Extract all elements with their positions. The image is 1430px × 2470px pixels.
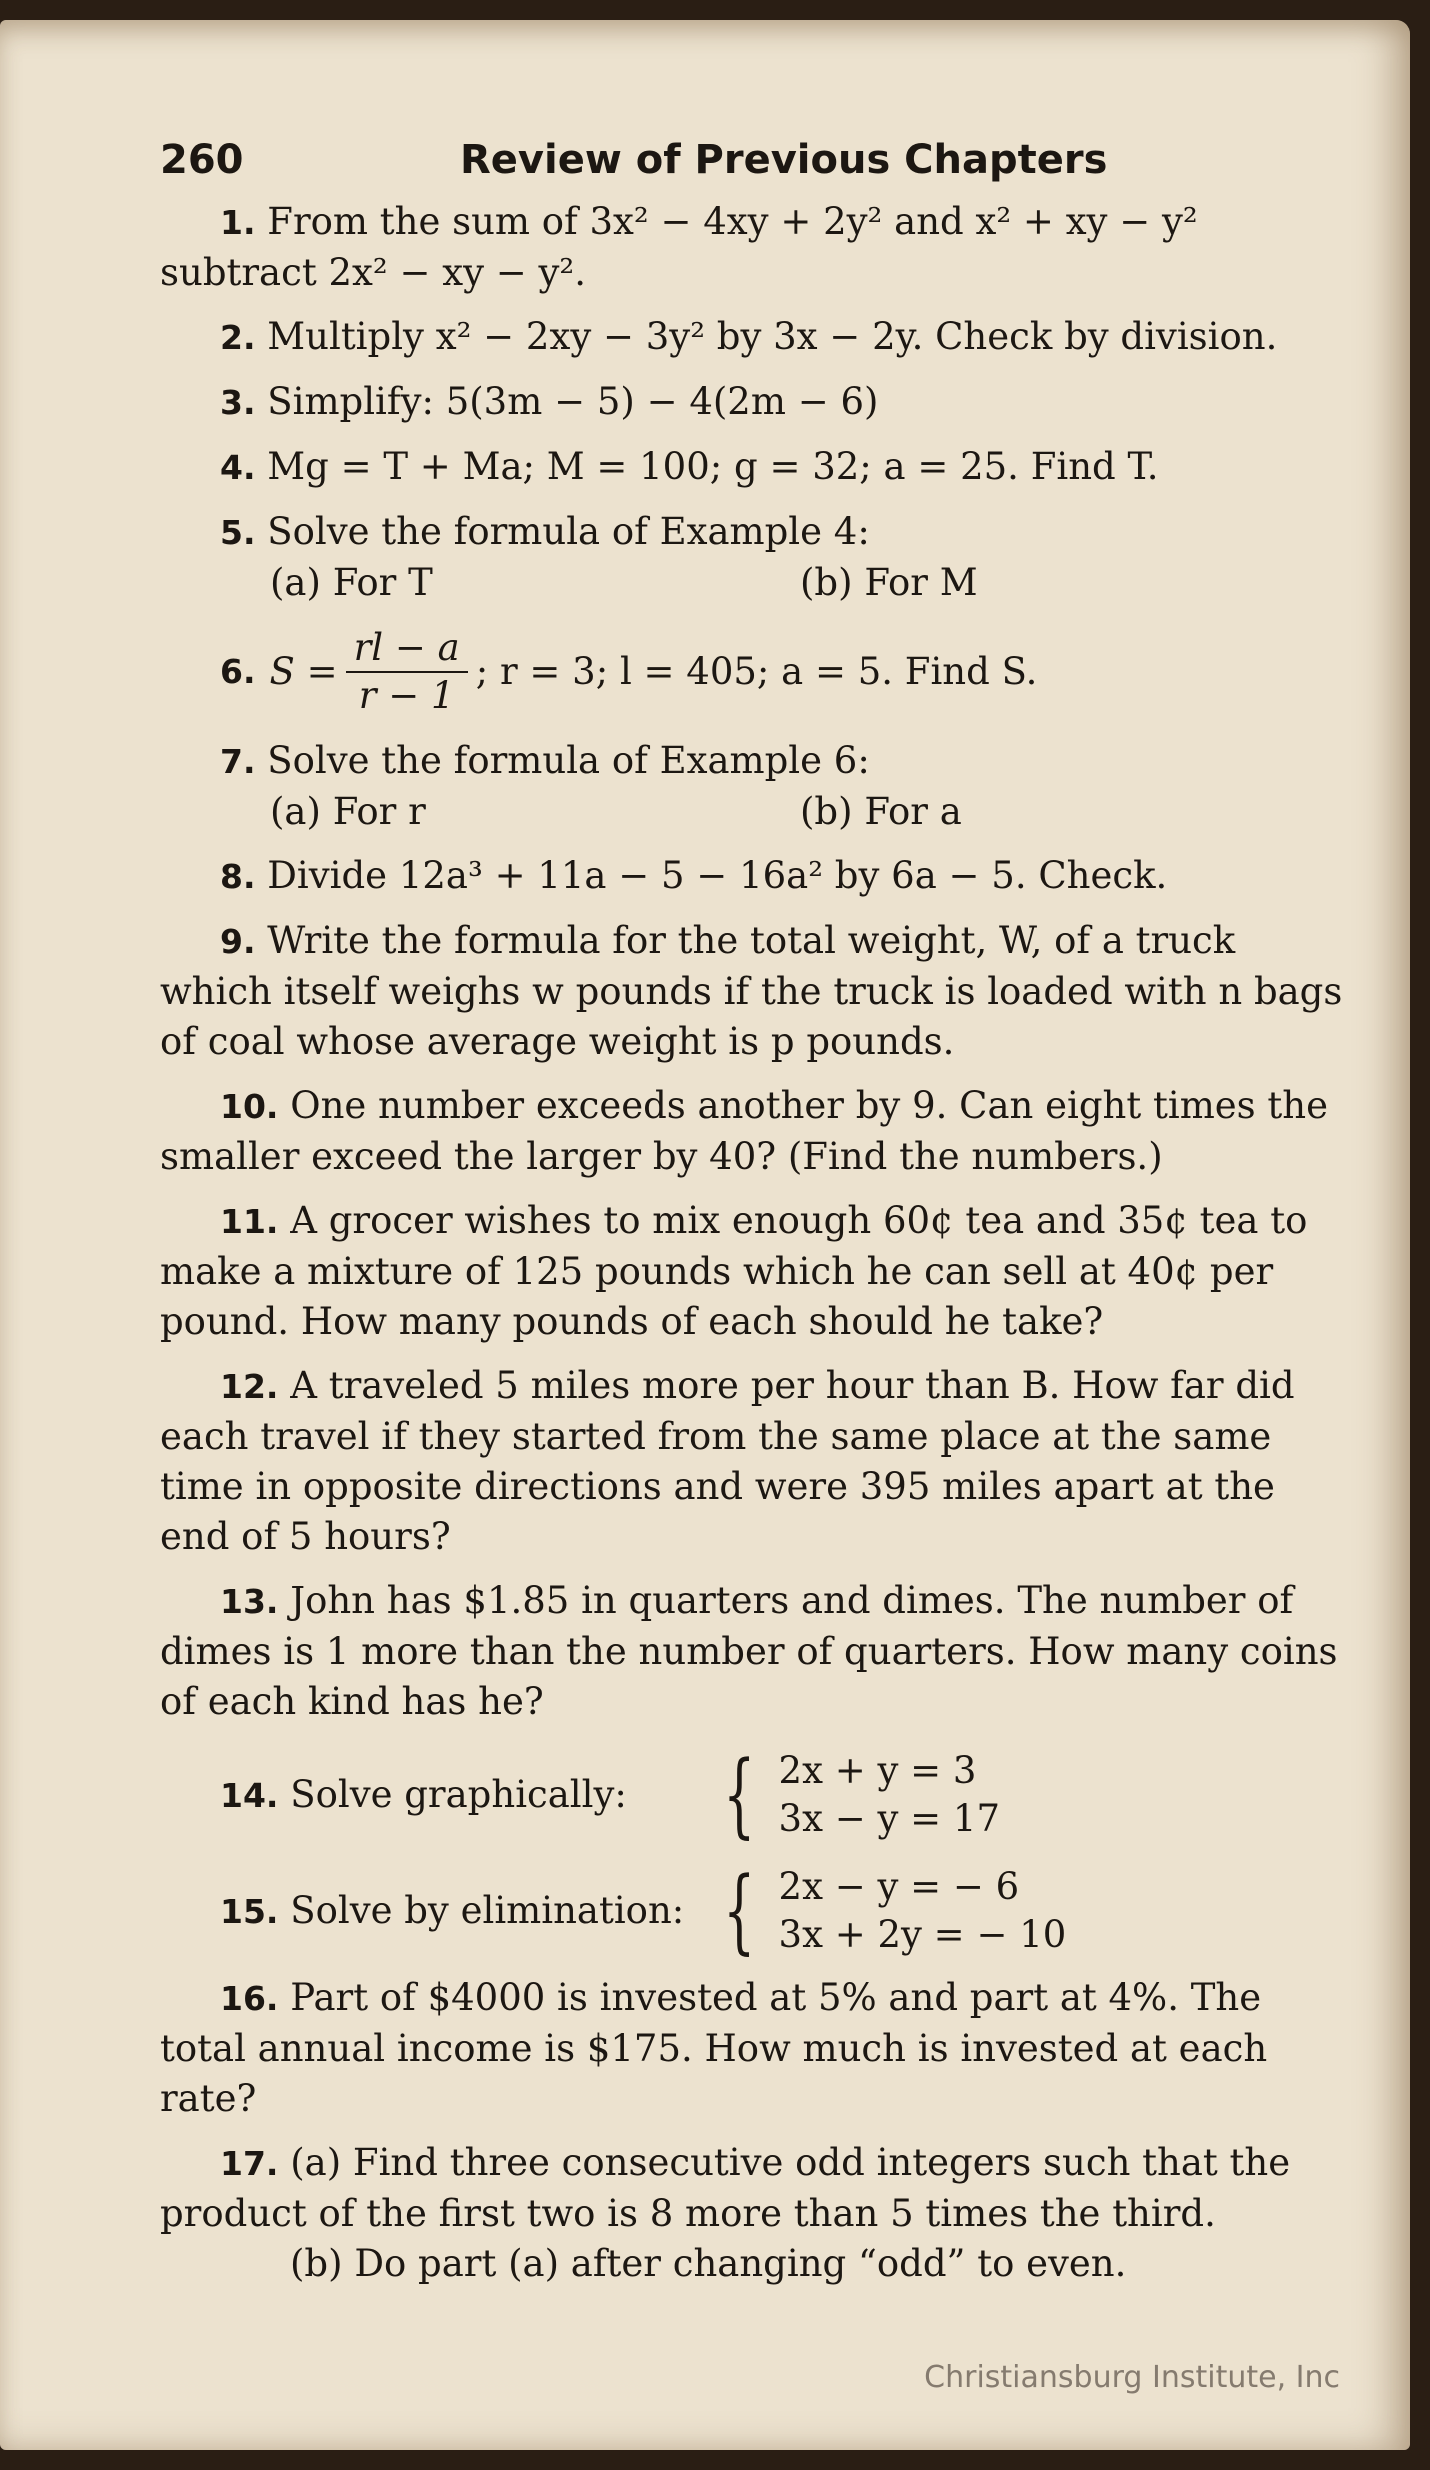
equation-2: 3x + 2y = − 10 — [778, 1913, 1067, 1956]
fraction-numerator: rl − a — [346, 625, 468, 673]
problem-7 — [160, 736, 1350, 837]
formula-lhs: S = — [269, 650, 338, 693]
problem-text: Write the formula for the total weight, W, of a truck which itself weighs w pounds if the truck is loaded with n bags of coal whose average weight is p pounds. — [160, 919, 1343, 1063]
problem-6 — [160, 622, 1350, 722]
problem-15 — [160, 1857, 1350, 1965]
subpart-b: (b) For a — [800, 790, 962, 833]
problem-text: John has $1.85 in quarters and dimes. The number of dimes is 1 more than the number of quarters. How many coins of each kind has he? — [160, 1579, 1338, 1723]
problem-text: One number exceeds another by 9. Can eight times the smaller exceed the larger by 40? (Find the numbers.) — [160, 1084, 1329, 1178]
problem-text: Solve graphically: — [290, 1772, 627, 1816]
problem-number: 13. — [220, 1582, 279, 1621]
problem-text: Divide 12a³ + 11a − 5 − 16a² by 6a − 5. Check. — [267, 854, 1168, 897]
problem-number: 5. — [220, 513, 256, 552]
problem-1 — [160, 197, 1350, 298]
page-number: 260 — [160, 137, 244, 183]
problem-number: 15. — [220, 1891, 279, 1931]
problem-text: Part of $4000 is invested at 5% and part at 4%. The total annual income is $175. How much is invested at each rate? — [160, 1976, 1268, 2120]
problem-number: 1. — [220, 203, 256, 242]
problem-12 — [160, 1361, 1350, 1562]
fraction-denominator: r − 1 — [358, 674, 455, 717]
problem-text: Mg = T + Ma; M = 100; g = 32; a = 25. Find T. — [267, 445, 1159, 488]
book-page — [0, 20, 1410, 2450]
equation-1: 2x + y = 3 — [778, 1749, 977, 1792]
problem-subparts — [160, 787, 1350, 837]
problem-5 — [160, 507, 1350, 608]
problem-13 — [160, 1576, 1350, 1727]
problem-text: Solve the formula of Example 4: — [267, 510, 870, 553]
problem-17 — [160, 2138, 1350, 2289]
problem-subparts — [160, 558, 1350, 608]
problem-text: A traveled 5 miles more per hour than B. How far did each travel if they started from the same place at the same time in opposite directions and were 395 miles apart at the end of 5 hours? — [160, 1364, 1295, 1558]
subpart-a: (a) For T — [270, 561, 433, 604]
problem-number: 7. — [220, 742, 256, 781]
watermark: Christiansburg Institute, Inc — [924, 2360, 1340, 2395]
problem-8 — [160, 851, 1350, 902]
problem-text: Simplify: 5(3m − 5) − 4(2m − 6) — [267, 380, 879, 423]
problem-number: 17. — [220, 2144, 279, 2183]
problem-4 — [160, 442, 1350, 493]
problem-text: Solve the formula of Example 6: — [267, 739, 870, 782]
equation-1: 2x − y = − 6 — [778, 1865, 1020, 1908]
problem-3 — [160, 377, 1350, 428]
subpart-b: (b) Do part (a) after changing “odd” to even. — [290, 2242, 1127, 2285]
problem-text: A grocer wishes to mix enough 60¢ tea and 35¢ tea to make a mixture of 125 pounds which he can sell at 40¢ per pound. How many pounds of each should he take? — [160, 1199, 1308, 1343]
brace-icon: { — [723, 1857, 756, 1964]
subpart-b: (b) For M — [800, 561, 978, 604]
problem-text: (a) Find three consecutive odd integers such that the product of the first two is 8 more than 5 times the third. — [160, 2141, 1291, 2235]
system-label — [220, 1886, 710, 1937]
problem-number: 10. — [220, 1087, 279, 1126]
page-content — [160, 135, 1350, 2303]
problem-text: Multiply x² − 2xy − 3y² by 3x − 2y. Check by division. — [267, 315, 1278, 358]
problem-number: 2. — [220, 318, 256, 357]
fraction — [346, 625, 468, 719]
equation-2: 3x − y = 17 — [778, 1797, 1000, 1840]
problem-number: 16. — [220, 1979, 279, 2018]
problem-number: 8. — [220, 857, 256, 896]
problem-number: 14. — [220, 1775, 279, 1815]
problem-14 — [160, 1741, 1350, 1849]
page-title: Review of Previous Chapters — [460, 137, 1108, 183]
problem-10 — [160, 1081, 1350, 1182]
problem-text: From the sum of 3x² − 4xy + 2y² and x² + xy − y² subtract 2x² − xy − y². — [160, 200, 1198, 294]
problem-9 — [160, 916, 1350, 1067]
equation-system — [779, 1863, 1067, 1959]
problem-number: 4. — [220, 448, 256, 487]
problem-number: 6. — [220, 652, 256, 691]
problem-11 — [160, 1196, 1350, 1347]
brace-icon: { — [723, 1741, 756, 1848]
problem-2 — [160, 312, 1350, 363]
problem-number: 3. — [220, 383, 256, 422]
problem-text: Solve by elimination: — [290, 1888, 685, 1932]
equation-system — [779, 1747, 1000, 1843]
problem-16 — [160, 1973, 1350, 2124]
problem-number: 12. — [220, 1367, 279, 1406]
problem-number: 11. — [220, 1202, 279, 1241]
system-label — [220, 1770, 710, 1821]
formula-rest: ; r = 3; l = 405; a = 5. Find S. — [475, 650, 1038, 693]
page-header — [160, 135, 1350, 185]
subpart-a: (a) For r — [270, 790, 426, 833]
problem-number: 9. — [220, 922, 256, 961]
